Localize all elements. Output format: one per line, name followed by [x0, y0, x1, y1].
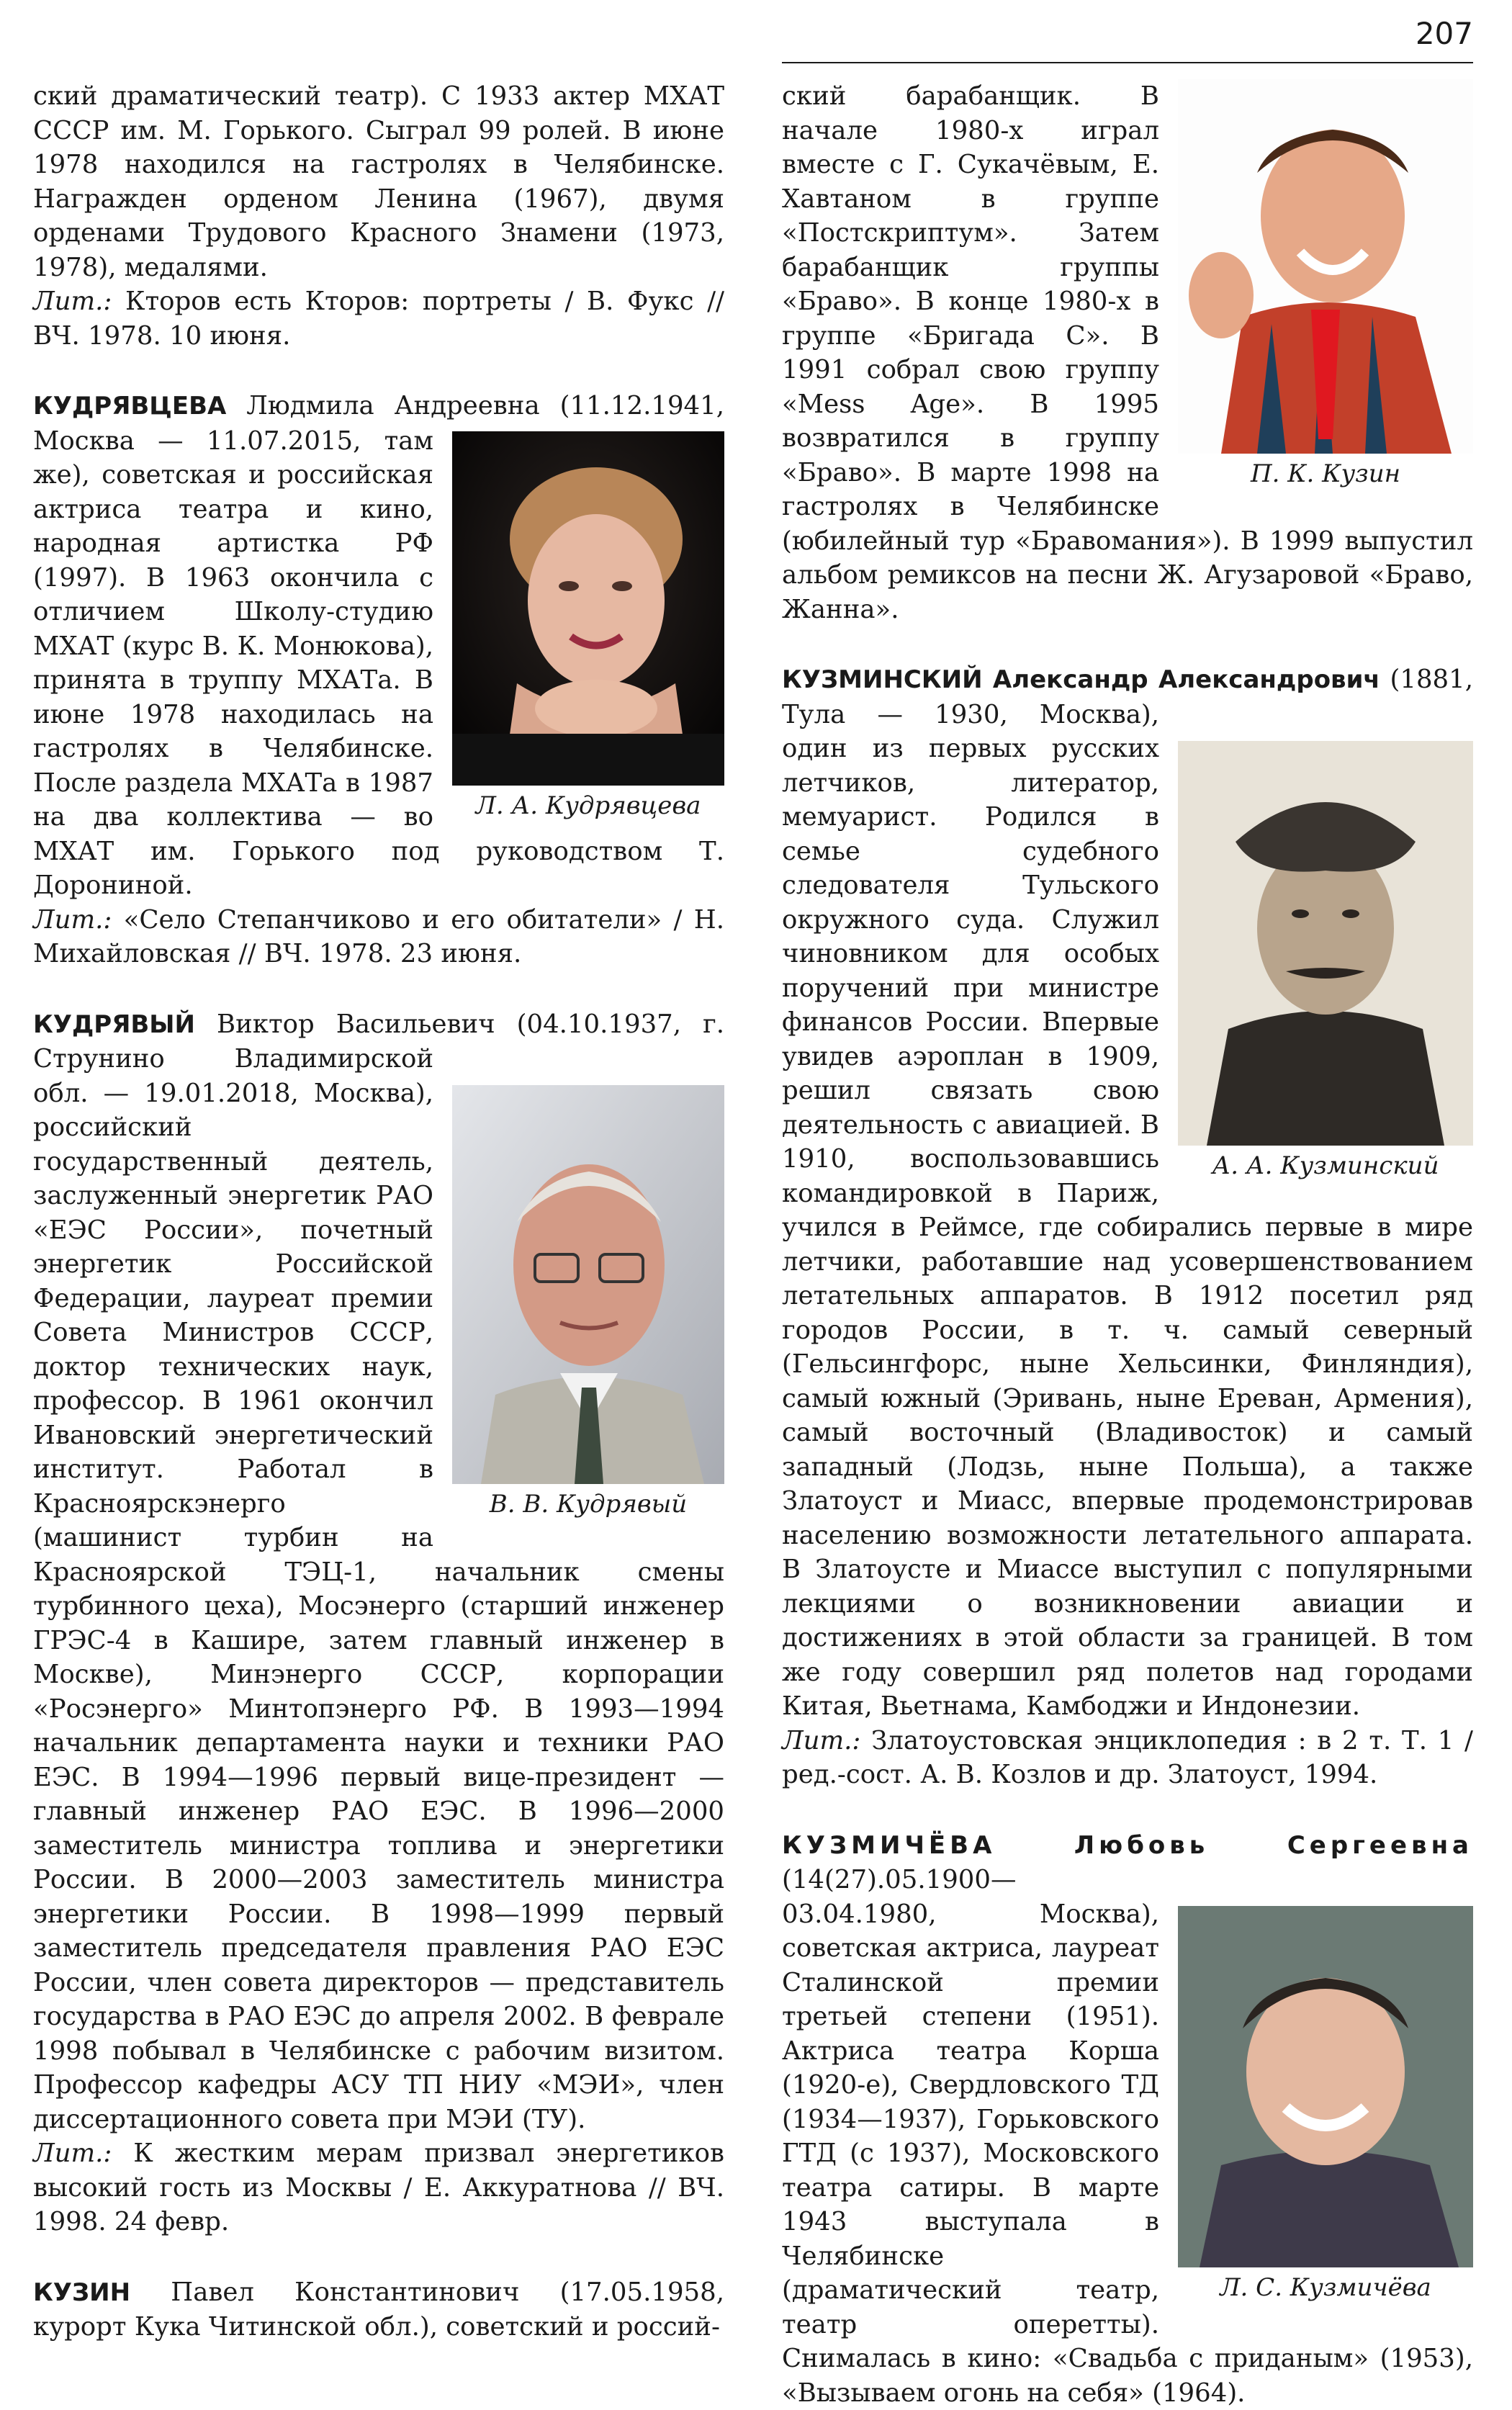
lit-text: К жестким мерам призвал энергетиков высокий гость из Москвы / Е. Аккуратнова // ВЧ. 1998. 24 февр.: [33, 2139, 724, 2236]
left-column: [33, 79, 724, 2344]
entry-ktorov-end: [33, 79, 724, 284]
entry-headword: КУДРЯВЦЕВА: [33, 392, 226, 421]
portrait-image: [1178, 79, 1473, 454]
portrait-image: [452, 1085, 724, 1484]
portrait-figure: [452, 431, 724, 822]
portrait-figure: [1178, 1906, 1473, 2303]
portrait-caption: В. В. Кудрявый: [452, 1488, 724, 1520]
entry-text: (11.12.1941, Москва — 11.07.2015, там же), советская и российская актриса театра и кино, народная артистка РФ (1997). В 1963 окончила с отличием Школу-студию МХАТ (курс В. К. Монюкова), принята в труппу МХАТа. В июне 1978 находилась на гастролях в Челябинске. После раздела МХАТа в 1987 на два коллектива — во МХАТ им. Горького под руководством Т. Дорониной.: [33, 391, 724, 900]
entry-text: ский барабанщик. В начале 1980-х играл вместе с Г. Сукачёвым, Е. Хавтаном в группе «Постскриптум». Затем барабанщик группы «Браво». В конце 1980-х в группе «Бригада С». В 1991 собрал свою группу «Mess Age». В 1995 возвратился в группу «Браво». В марте 1998 на гастролях в Челябинске (юбилейный тур «Бравомания»). В 1999 выпустил альбом ремиксов на песни Ж. Агузаровой «Браво, Жанна».: [782, 81, 1473, 624]
entry-kuzin: [33, 2275, 724, 2344]
portrait-figure: [1178, 79, 1473, 490]
portrait-caption: Л. С. Кузмичёва: [1178, 2272, 1473, 2303]
entry-headword: КУЗМИНСКИЙ: [782, 665, 983, 694]
entry-text: ский драматический театр). С 1933 актер МХАТ СССР им. М. Горького. Сыграл 99 ролей. В июне 1978 находился на гастролях в Челябинске. Награжден орденом Ленина (1967), двумя орденами Трудового Красного Знамени (1973, 1978), медалями.: [33, 81, 724, 282]
lit-label: Лит.:: [33, 2139, 112, 2168]
entry-text: (14(27).05.1900— 03.04.1980, Москва), советская актриса, лауреат Сталинской премии третьей степени (1951). Актриса театра Корша (1920-е), Свердловского ТД (1934—1937), Горьковского ГТД (с 1937), Московского театра сатиры. В марте 1943 выступала в Челябинске (драматический театр, театр оперетты). Снималась в кино: «Свадьба с приданым» (1953), «Вызываем огонь на себя» (1964).: [782, 1865, 1473, 2408]
entry-literature: [33, 284, 724, 353]
entry-given-name: Александр Александрович: [983, 665, 1380, 694]
entry-headword: КУДРЯВЫЙ: [33, 1010, 195, 1039]
entry-given-name: Людмила Андреевна: [226, 391, 539, 421]
entry-body: [33, 2275, 724, 2344]
lit-label: Лит.:: [782, 1726, 860, 1755]
entry-text: (1881, Тула — 1930, Москва), один из первых русских летчиков, литератор, мемуарист. Родился в семье судебного следователя Тульского окружного суда. Служил чиновником для особых поручений при министре финансов России. Впервые увидев аэроплан в 1909, решил связать свою деятельность с авиацией. В 1910, воспользовавшись командировкой в Париж, учился в Реймсе, где собирались первые в мире летчики, работавшие над усовершенствованием летательных аппаратов. В 1912 посетил ряд городов России, в т. ч. самый северный (Гельсингфорс, ныне Хельсинки, Финляндия), самый южный (Эривань, ныне Ереван, Армения), самый восточный (Владивосток) и самый западный (Лодзь, ныне Польша), а также Златоуст и Миасс, впервые продемонстрировав населению возможности летательного аппарата. В Златоусте и Миассе выступил с популярными лекциями о возникновении авиации и достижениях в этой области за границей. В том же году совершил ряд полетов над городами Китая, Вьетнама, Камбоджи и Индонезии.: [782, 665, 1473, 1721]
entry-kuzin-cont: [782, 79, 1473, 626]
entry-body: [782, 1828, 1473, 2410]
entry-given-name: Павел Константинович: [130, 2278, 519, 2307]
entry-kuzmicheva: [782, 1828, 1473, 2410]
portrait-figure: [452, 1085, 724, 1520]
entry-kudryavtseva: [33, 389, 724, 971]
entry-kuzminsky: [782, 662, 1473, 1792]
portrait-photo-kuzmicheva: [1178, 1906, 1473, 2267]
portrait-caption: А. А. Кузминский: [1178, 1150, 1473, 1182]
entry-literature: [33, 2136, 724, 2239]
entry-body: [33, 1007, 724, 2137]
portrait-photo-kuzin: [1178, 79, 1473, 454]
portrait-figure: [1178, 741, 1473, 1182]
lit-text: Златоустовская энциклопедия : в 2 т. Т. 1 / ред.-сост. А. В. Козлов и др. Златоуст, 1994.: [782, 1726, 1473, 1790]
portrait-photo-kudryavtseva: [452, 431, 724, 786]
entry-text: (04.10.1937, г. Струнино Владимирской обл. — 19.01.2018, Москва), российский государственный деятель, заслуженный энергетик РАО «ЕЭС России», почетный энергетик Российской Федерации, лауреат премии Совета Министров СССР, доктор технических наук, профессор. В 1961 окончил Ивановский энергетический институт. Работал в Красноярскэнерго (машинист турбин на Красноярской ТЭЦ-1, начальник смены турбинного цеха), Мосэнерго (старший инженер ГРЭС-4 в Кашире, затем главный инженер в Москве), Минэнерго СССР, корпорации «Росэнерго» Минтопэнерго РФ. В 1993—1994 начальник департамента науки и техники РАО ЕЭС. В 1994—1996 первый вице-президент — главный инженер РАО ЕЭС. В 1996—2000 заместитель министра топлива и энергетики России. В 2000—2003 заместитель министра энергетики России. В 1998—1999 первый заместитель председателя правления РАО ЕЭС России, член совета директоров — представитель государства в РАО ЕЭС до апреля 2002. В феврале 1998 побывал в Челябинске с рабочим визитом. Профессор кафедры АСУ ТП НИУ «МЭИ», член диссертационного совета при МЭИ (ТУ).: [33, 1010, 724, 2134]
portrait-photo-kudryavy: [452, 1085, 724, 1484]
lit-text: «Село Степанчиково и его обитатели» / Н. Михайловская // ВЧ. 1978. 23 июня.: [33, 905, 724, 969]
entry-headword: КУЗИН: [33, 2278, 130, 2307]
entry-text: (17.05.1958, курорт Кука Читинской обл.), советский и россий-: [33, 2278, 724, 2342]
portrait-caption: П. К. Кузин: [1178, 458, 1473, 490]
entry-kudryavy: [33, 1007, 724, 2239]
entry-given-name: Любовь Сергеевна: [996, 1831, 1473, 1860]
entry-headword: КУЗМИЧЁВА: [782, 1831, 996, 1860]
portrait-photo-kuzminsky: [1178, 741, 1473, 1146]
entry-given-name: Виктор Васильевич: [195, 1010, 495, 1039]
portrait-caption: Л. А. Кудрявцева: [452, 790, 724, 822]
page-number: 207: [1416, 16, 1473, 51]
lit-label: Лит.:: [33, 905, 112, 935]
header-rule: [782, 62, 1473, 63]
portrait-image: [1178, 1906, 1473, 2267]
entry-body: [33, 389, 724, 903]
entry-literature: [782, 1724, 1473, 1792]
lit-label: Лит.:: [33, 287, 112, 316]
portrait-image: [1178, 741, 1473, 1146]
portrait-image: [452, 431, 724, 786]
right-column: [782, 79, 1473, 2410]
entry-literature: [33, 903, 724, 971]
entry-body: [782, 662, 1473, 1724]
lit-text: Кторов есть Кторов: портреты / В. Фукс // ВЧ. 1978. 10 июня.: [33, 287, 724, 351]
